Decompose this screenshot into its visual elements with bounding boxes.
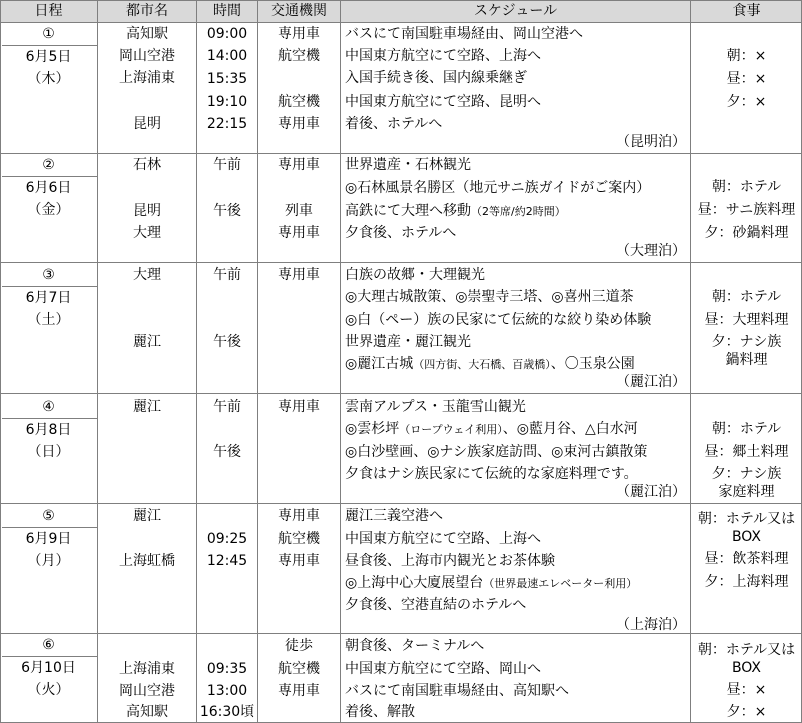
schedule-line: バスにて南国駐車場経由、高知駅へ [345, 683, 569, 699]
schedule-text: ◎麗江古城 [345, 356, 414, 372]
schedule-line: 白族の故郷・大理観光 [345, 267, 485, 283]
meal: 夕：ナシ族 [711, 334, 782, 350]
schedule-line: 中国東方航空にて空路、岡山へ [345, 661, 541, 677]
schedule-line: ◎石林風景名勝区（地元サニ族ガイドがご案内） [345, 180, 651, 196]
col-divider [0, 0, 1, 723]
transport: 航空機 [278, 48, 320, 64]
city: 岡山空港 [119, 683, 175, 699]
transport: 専用車 [278, 508, 320, 524]
transport: 専用車 [278, 553, 320, 569]
day-date: 6月6日 [25, 180, 72, 196]
header-transport: 交通機関 [258, 0, 340, 22]
city: 昆明 [133, 203, 161, 219]
schedule-line: 着後、解散 [345, 704, 415, 720]
city: 石林 [133, 157, 161, 173]
schedule-line: 中国東方航空にて空路、上海へ [345, 531, 541, 547]
schedule-line [345, 418, 638, 441]
meal: BOX [731, 529, 762, 545]
meal: 夕：× [726, 94, 767, 110]
schedule-text: ◎雲杉坪 [345, 421, 400, 437]
time: 午後 [213, 444, 241, 460]
time: 09:25 [206, 531, 248, 547]
day-weekday: （月） [27, 553, 70, 569]
transport: 列車 [285, 203, 313, 219]
day-number: ⑥ [42, 637, 55, 653]
city: 昆明 [133, 116, 161, 132]
overnight-location: （麗江泊） [616, 484, 686, 500]
meal: BOX [731, 660, 762, 676]
schedule-line [345, 572, 637, 595]
time: 午前 [213, 399, 241, 415]
row-divider [0, 393, 802, 394]
schedule-line: 夕食後、ホテルへ [345, 225, 457, 241]
schedule-line: 麗江三義空港へ [345, 508, 443, 524]
row-divider [0, 503, 802, 504]
transport: 専用車 [278, 399, 320, 415]
meal: 朝：× [726, 48, 767, 64]
city: 上海浦東 [119, 70, 175, 86]
schedule-line [345, 200, 566, 223]
time: 午前 [213, 157, 241, 173]
overnight-location: （昆明泊） [616, 134, 686, 150]
time: 19:10 [206, 94, 248, 110]
meal: 朝：ホテル [711, 421, 782, 437]
city: 岡山空港 [119, 48, 175, 64]
schedule-line: 着後、ホテルへ [345, 116, 443, 132]
schedule-note: （世界最速エレベーター利用） [483, 577, 638, 590]
time: 13:00 [206, 683, 248, 699]
transport: 航空機 [278, 94, 320, 110]
day-weekday: （土） [27, 312, 70, 328]
day-number: ① [42, 26, 55, 42]
meal: 家庭料理 [718, 484, 775, 500]
overnight-location: （大理泊） [616, 243, 686, 259]
city: 麗江 [133, 508, 161, 524]
meal: 朝：ホテル又は [697, 642, 796, 658]
meal: 昼：飲茶料理 [704, 551, 789, 567]
day-number: ② [42, 157, 55, 173]
meal: 夕：上海料理 [704, 574, 789, 590]
meal: 朝：ホテル [711, 179, 782, 195]
city: 高知駅 [126, 704, 168, 720]
meal: 朝：ホテル又は [697, 511, 796, 527]
schedule-line: 入国手続き後、国内線乗継ぎ [345, 70, 527, 86]
header-schedule: スケジュール [341, 0, 690, 22]
time: 午後 [213, 203, 241, 219]
city: 大理 [133, 267, 161, 283]
time: 22:15 [206, 116, 248, 132]
transport: 専用車 [278, 225, 320, 241]
meal: 昼：大理料理 [704, 312, 789, 328]
overnight-location: （麗江泊） [616, 374, 686, 390]
schedule-line: 昼食後、上海市内観光とお茶体験 [345, 553, 555, 569]
schedule-line: 中国東方航空にて空路、上海へ [345, 48, 541, 64]
meal: 昼：× [726, 71, 767, 87]
meal: 昼：サニ族料理 [697, 202, 796, 218]
day-number: ⑤ [42, 508, 55, 524]
city: 大理 [133, 225, 161, 241]
day-weekday: （金） [27, 202, 70, 218]
city: 上海虹橋 [119, 553, 175, 569]
schedule-line [345, 353, 635, 376]
day-weekday: （木） [27, 71, 70, 87]
meal: 夕：× [726, 704, 767, 720]
time: 14:00 [206, 48, 248, 64]
transport: 専用車 [278, 116, 320, 132]
header-date: 日程 [0, 0, 97, 22]
header-time: 時間 [197, 0, 257, 22]
meal: 昼：× [726, 682, 767, 698]
transport: 航空機 [278, 661, 320, 677]
city: 麗江 [133, 399, 161, 415]
day-number: ④ [42, 399, 55, 415]
day-weekday: （日） [27, 444, 70, 460]
schedule-line: 夕食はナシ族民家にて伝統的な家庭料理です。 [345, 466, 638, 482]
row-divider [0, 262, 802, 263]
schedule-note: （2等席/約2時間） [471, 205, 566, 218]
schedule-line: バスにて南国駐車場経由、岡山空港へ [345, 26, 583, 42]
transport: 専用車 [278, 683, 320, 699]
schedule-line: ◎大理古城散策、◎崇聖寺三塔、◎喜州三道茶 [345, 289, 634, 305]
time: 09:35 [206, 661, 248, 677]
day-date: 6月9日 [25, 531, 72, 547]
schedule-note: （四方街、大石橋、百歳橋） [413, 358, 551, 371]
day-date: 6月7日 [25, 290, 72, 306]
transport: 専用車 [278, 26, 320, 42]
header-meals: 食事 [691, 0, 802, 22]
transport: 徒歩 [285, 638, 313, 654]
day-weekday: （火） [27, 682, 70, 698]
transport: 専用車 [278, 267, 320, 283]
overnight-location: （上海泊） [616, 617, 686, 633]
time: 15:35 [206, 71, 248, 87]
time: 09:00 [206, 26, 248, 42]
time: 午後 [213, 334, 241, 350]
schedule-line: ◎白沙壁画、◎ナシ族家庭訪問、◎束河古鎮散策 [345, 444, 648, 460]
schedule-text: 高鉄にて大理へ移動 [345, 203, 471, 219]
schedule-line: 世界遺産・石林観光 [345, 157, 471, 173]
time: 12:45 [206, 553, 248, 569]
meal: 昼：郷土料理 [704, 444, 789, 460]
time: 午前 [213, 267, 241, 283]
schedule-line: 中国東方航空にて空路、昆明へ [345, 94, 541, 110]
day-date: 6月8日 [25, 422, 72, 438]
transport: 航空機 [278, 531, 320, 547]
header-city: 都市名 [98, 0, 196, 22]
meal: 鍋料理 [725, 352, 768, 368]
schedule-line: ◎白（ペー）族の民家にて伝統的な絞り染め体験 [345, 312, 652, 328]
schedule-text: 、◎藍月谷、△白水河 [502, 421, 638, 437]
city: 上海浦東 [119, 661, 175, 677]
city: 麗江 [133, 334, 161, 350]
meal: 朝：ホテル [711, 289, 782, 305]
time: 16:30頃 [199, 704, 255, 720]
day-number: ③ [42, 267, 55, 283]
schedule-line: 世界遺産・麗江観光 [345, 334, 471, 350]
col-divider [97, 0, 98, 723]
schedule-text: 、〇玉泉公園 [550, 356, 635, 372]
schedule-line: 夕食後、空港直結のホテルへ [345, 597, 527, 613]
day-date: 6月5日 [25, 49, 72, 65]
transport: 専用車 [278, 157, 320, 173]
schedule-text: ◎上海中心大廈展望台 [345, 575, 484, 591]
schedule-note: （ロープウェイ利用） [399, 423, 503, 436]
day-date: 6月10日 [21, 660, 76, 676]
city: 高知駅 [126, 26, 168, 42]
meal: 夕：砂鍋料理 [704, 225, 789, 241]
meal: 夕：ナシ族 [711, 466, 782, 482]
schedule-line: 雲南アルプス・玉龍雪山観光 [345, 399, 526, 415]
row-divider [0, 0, 802, 1]
schedule-line: 朝食後、ターミナルへ [345, 638, 485, 654]
col-divider [340, 0, 341, 723]
